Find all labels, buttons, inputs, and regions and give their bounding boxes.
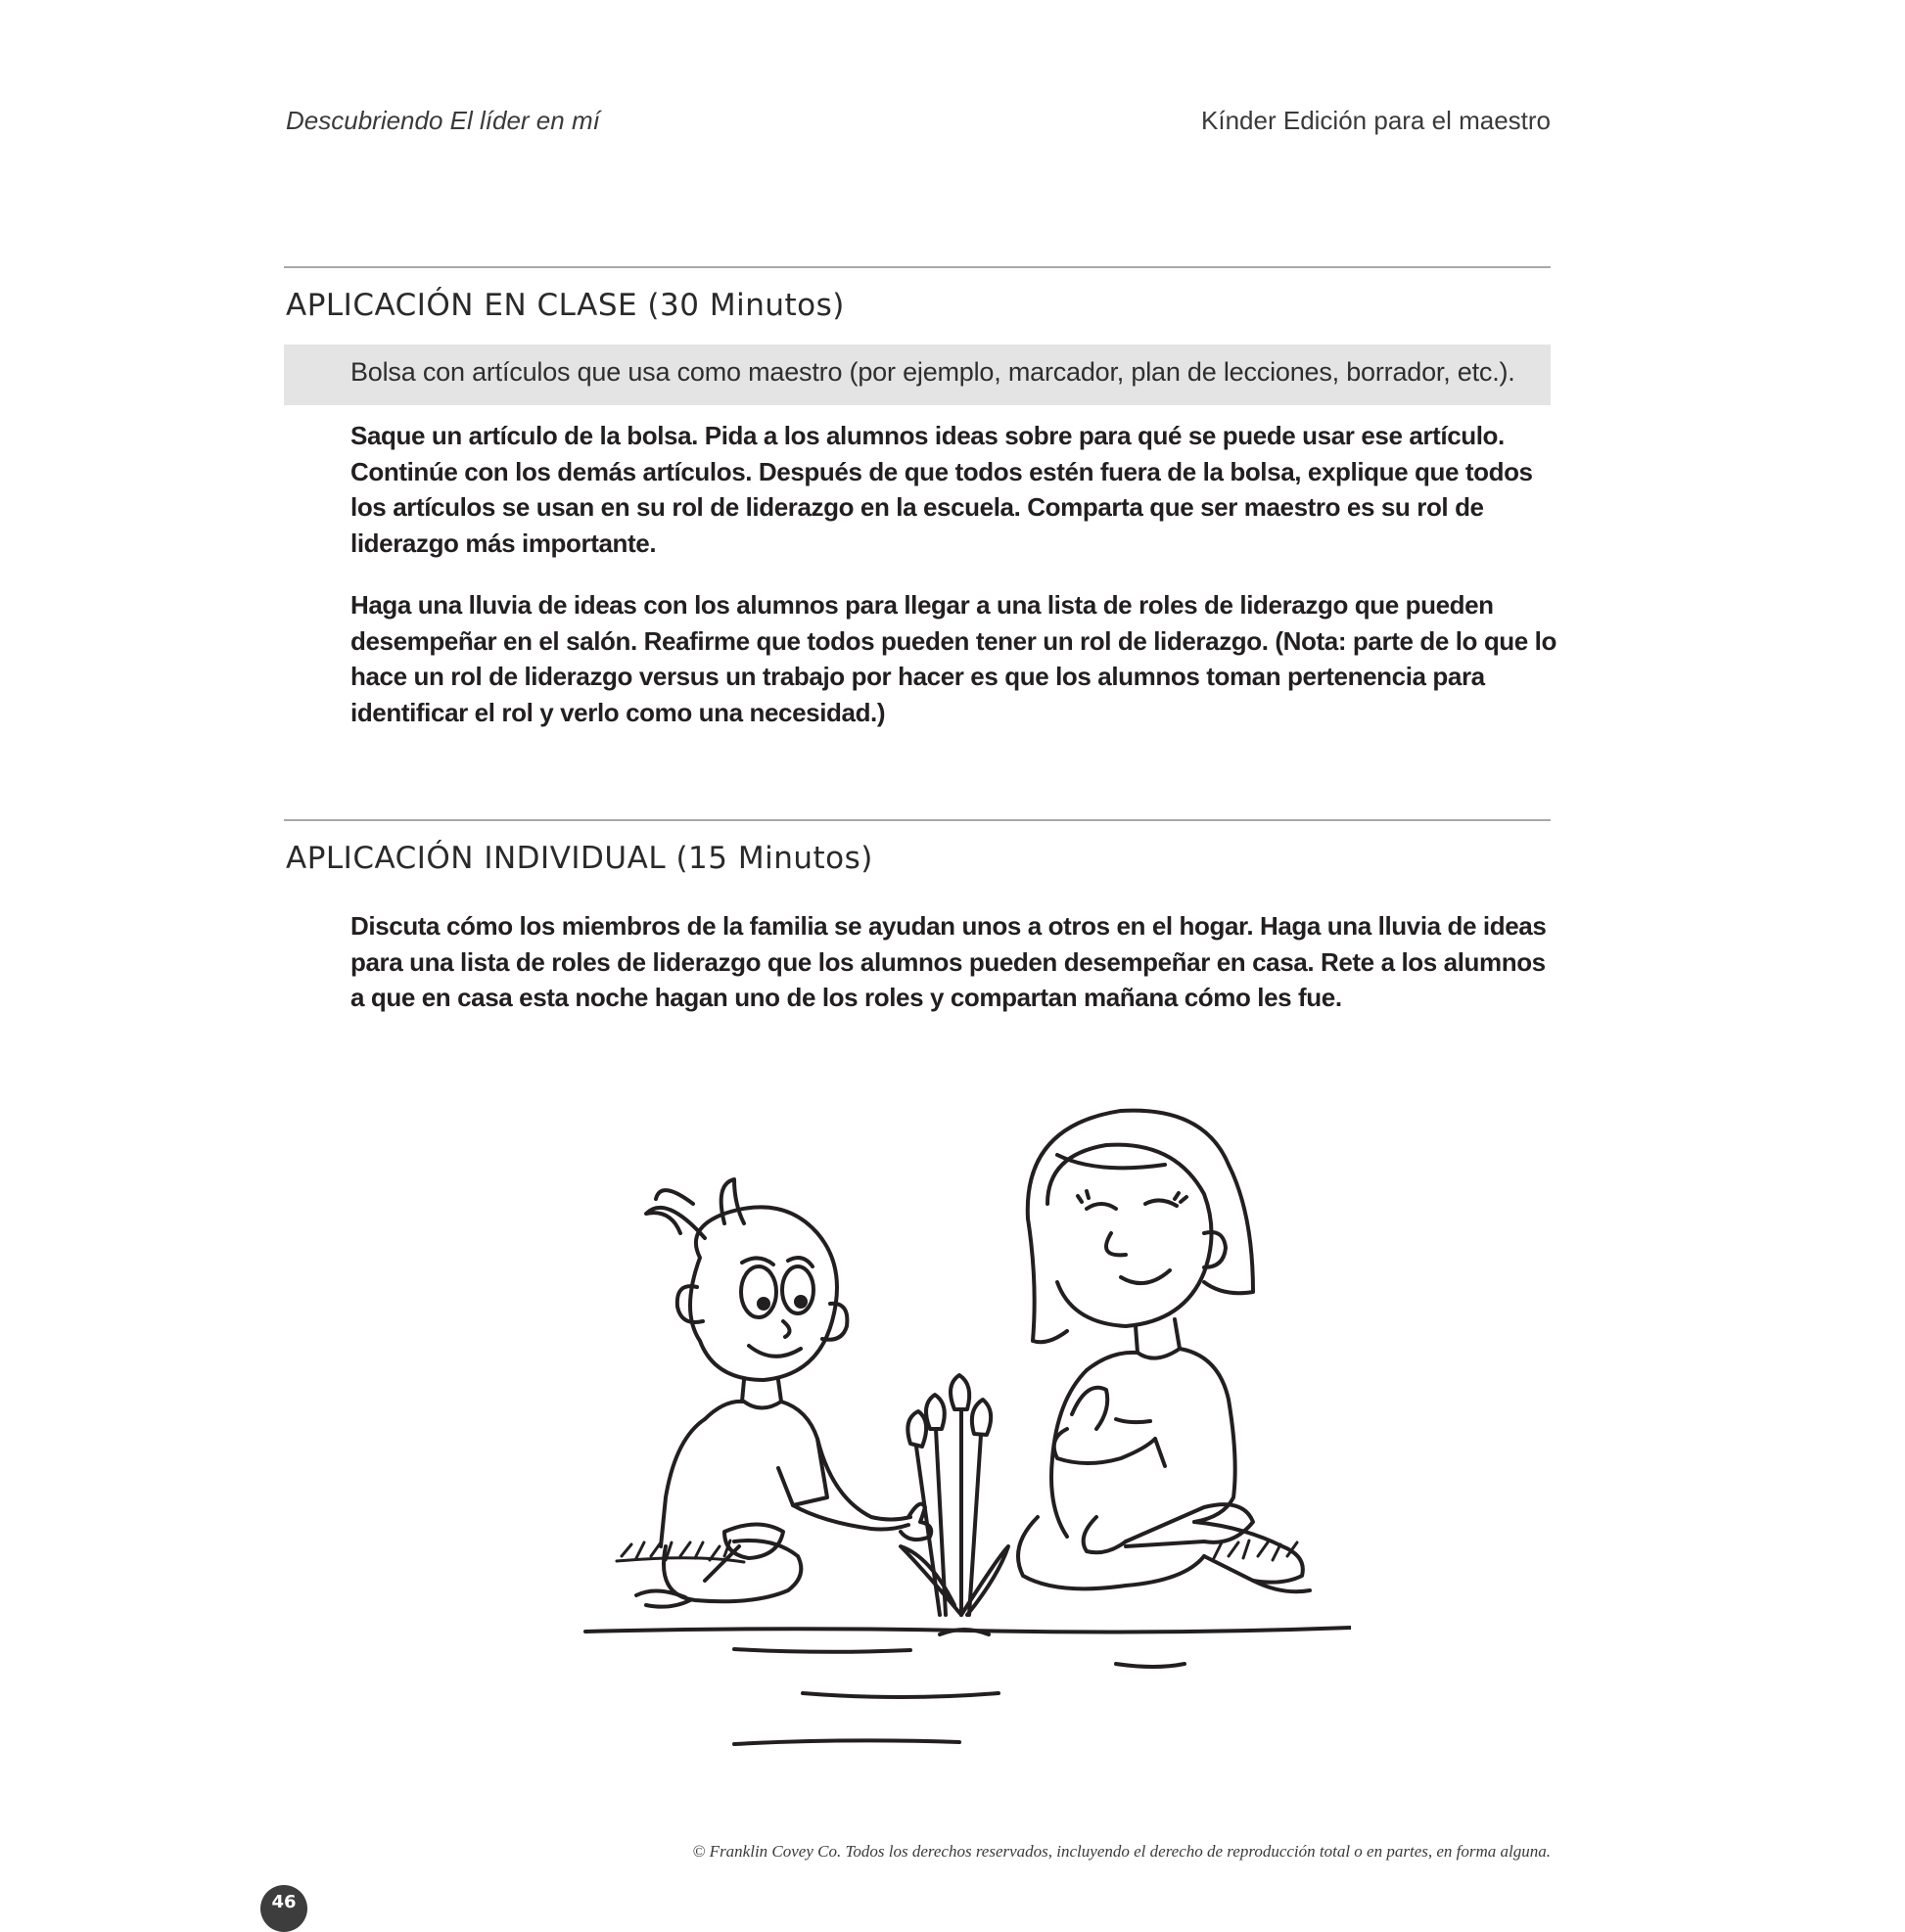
copyright-notice: © Franklin Covey Co. Todos los derechos reservados, incluyendo el derecho de reproducción total o en partes, en forma alguna. (692, 1842, 1551, 1861)
page-number: 46 (271, 1891, 297, 1912)
section-divider-top (284, 266, 1551, 268)
soil-line-2 (803, 1693, 999, 1697)
class-paragraph-1: Saque un artículo de la bolsa. Pida a los alumnos ideas sobre para qué se puede usar ese artículo. Continúe con los demás artículos. Después de que todos estén fuera de la bolsa, explique que todos los artículos se usan en su rol de liderazgo en la escuela. Comparta que ser maestro es su rol de liderazgo más importante. (350, 421, 1533, 558)
class-paragraph-2: Haga una lluvia de ideas con los alumnos para llegar a una lista de roles de liderazgo que pueden desempeñar en el salón. Reafirme que todos pueden tener un rol de liderazgo. (Nota: parte de lo que lo hace un rol de liderazgo versus un trabajo por hacer es que los alumnos toman pertenencia para identificar el rol y verlo como una necesidad.) (350, 590, 1557, 727)
girl-and-mother-planting-flowers-illustration (578, 1086, 1351, 1762)
book-title: Descubriendo El líder en mí (286, 106, 600, 135)
soil-line-3 (734, 1740, 959, 1744)
mother-icon (1018, 1111, 1310, 1592)
individual-paragraph-1: Discuta cómo los miembros de la familia se ayudan unos a otros en el hogar. Haga una lluvia de ideas para una lista de roles de liderazgo que los alumnos pueden desempeñar en casa. Rete a los alumnos a que en casa esta noche hagan uno de los roles y compartan mañana cómo les fue. (350, 911, 1547, 1012)
section-title-individual: APLICACIÓN INDIVIDUAL (15 Minutos) (286, 841, 873, 876)
girl-icon (636, 1179, 931, 1607)
soil-line-1 (734, 1649, 910, 1652)
page-number-badge (260, 1885, 307, 1932)
section-divider-middle (284, 819, 1551, 821)
edition-label: Kínder Edición para el maestro (1201, 106, 1551, 135)
section-title-class: APLICACIÓN EN CLASE (30 Minutos) (286, 288, 845, 323)
materials-text: Bolsa con artículos que usa como maestro (por ejemplo, marcador, plan de lecciones, borrador, etc.). (350, 357, 1515, 387)
